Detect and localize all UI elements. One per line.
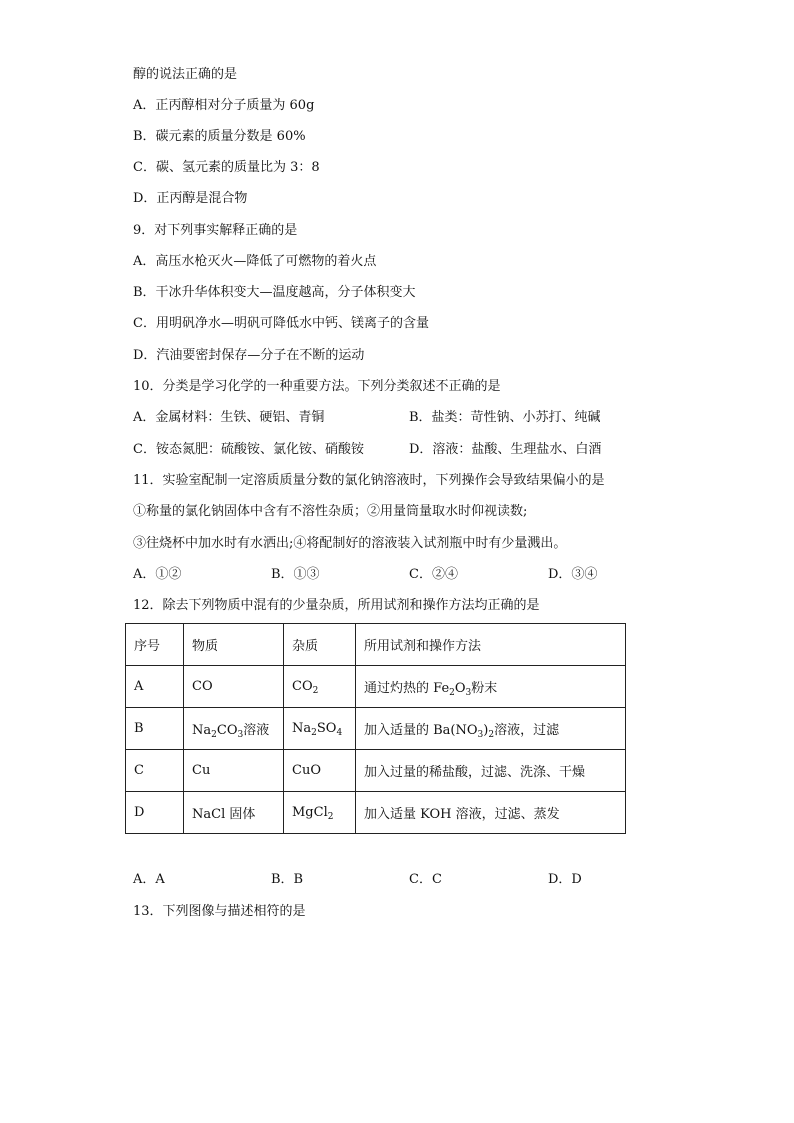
- row-d-impurity: MgCl$_2$: [284, 792, 356, 834]
- row-c-id: C: [126, 750, 184, 792]
- row-c-impurity: CuO: [284, 750, 356, 792]
- q8-stem-tail: 醇的说法正确的是: [133, 67, 238, 82]
- row-a-impurity: $CO_2$: [284, 666, 356, 708]
- header-cell-impurity: 杂质: [284, 624, 356, 666]
- q12-table: [125, 623, 626, 834]
- q10-option-b: B．盐类：苛性钠、小苏打、纯碱: [409, 410, 601, 425]
- q9-stem: 9．对下列事实解释正确的是: [133, 223, 298, 238]
- q9-option-a: A．高压水枪灭火—降低了可燃物的着火点: [133, 254, 377, 269]
- table-row: [126, 666, 626, 708]
- row-a-id: A: [126, 666, 184, 708]
- q9-option-b: B．干冰升华体积变大—温度越高，分子体积变大: [133, 285, 416, 300]
- q10-option-a: A．金属材料：生铁、硬铝、青铜: [133, 410, 325, 425]
- table-row: [126, 792, 626, 834]
- header-cell-index: 序号: [126, 624, 184, 666]
- q11-option-a: A．①②: [133, 567, 182, 582]
- row-d-substance: NaCl 固体: [184, 792, 284, 834]
- q11-option-b: B．①③: [271, 567, 320, 582]
- q12-option-b: B．B: [271, 872, 304, 887]
- row-b-impurity: $Na_2SO_4$: [284, 708, 356, 750]
- row-c-substance: Cu: [184, 750, 284, 792]
- row-a-substance: CO: [184, 666, 284, 708]
- q8-option-c: C．碳、氢元素的质量比为 3：8: [133, 160, 320, 175]
- q9-option-c: C．用明矾净水—明矾可降低水中钙、镁离子的含量: [133, 316, 429, 331]
- q12-option-a: A．A: [133, 872, 165, 887]
- q11-line2: ①称量的氯化钠固体中含有不溶性杂质；②用量筒量取水时仰视读数;: [133, 504, 528, 519]
- q11-line3: ③往烧杯中加水时有水洒出;④将配制好的溶液装入试剂瓶中时有少量溅出。: [133, 536, 567, 551]
- row-b-substance: $Na_2CO_3$溶液: [184, 708, 284, 750]
- q10-stem: 10．分类是学习化学的一种重要方法。下列分类叙述不正确的是: [133, 379, 501, 394]
- table-row: [126, 708, 626, 750]
- q11-stem: 11．实验室配制一定溶质质量分数的氯化钠溶液时，下列操作会导致结果偏小的是: [133, 473, 605, 488]
- header-cell-method: 所用试剂和操作方法: [356, 624, 626, 666]
- q11-option-d: D．③④: [548, 567, 598, 582]
- row-b-id: B: [126, 708, 184, 750]
- q9-option-d: D．汽油要密封保存—分子在不断的运动: [133, 348, 365, 363]
- q12-option-d: D．D: [548, 872, 582, 887]
- row-c-method: 加入过量的稀盐酸，过滤、洗涤、干燥: [356, 750, 626, 792]
- q8-option-b: B．碳元素的质量分数是 60%: [133, 129, 306, 144]
- table-header-row: [126, 624, 626, 666]
- q12-option-c: C．C: [409, 872, 442, 887]
- row-d-id: D: [126, 792, 184, 834]
- q8-option-a: A．正丙醇相对分子质量为 60g: [133, 98, 315, 113]
- q11-option-c: C．②④: [409, 567, 458, 582]
- q13-stem: 13．下列图像与描述相符的是: [133, 904, 306, 919]
- table-row: [126, 750, 626, 792]
- row-a-method: 通过灼热的 $Fe_2O_3$粉末: [356, 666, 626, 708]
- q12-stem: 12．除去下列物质中混有的少量杂质，所用试剂和操作方法均正确的是: [133, 598, 540, 613]
- row-b-method: 加入适量的 $Ba(NO_3)_2$溶液，过滤: [356, 708, 626, 750]
- q8-option-d: D．正丙醇是混合物: [133, 191, 248, 206]
- q10-option-c: C．铵态氮肥：硫酸铵、氯化铵、硝酸铵: [133, 442, 364, 457]
- row-d-method: 加入适量 KOH 溶液，过滤、蒸发: [356, 792, 626, 834]
- q10-option-d: D．溶液：盐酸、生理盐水、白酒: [409, 442, 602, 457]
- header-cell-substance: 物质: [184, 624, 284, 666]
